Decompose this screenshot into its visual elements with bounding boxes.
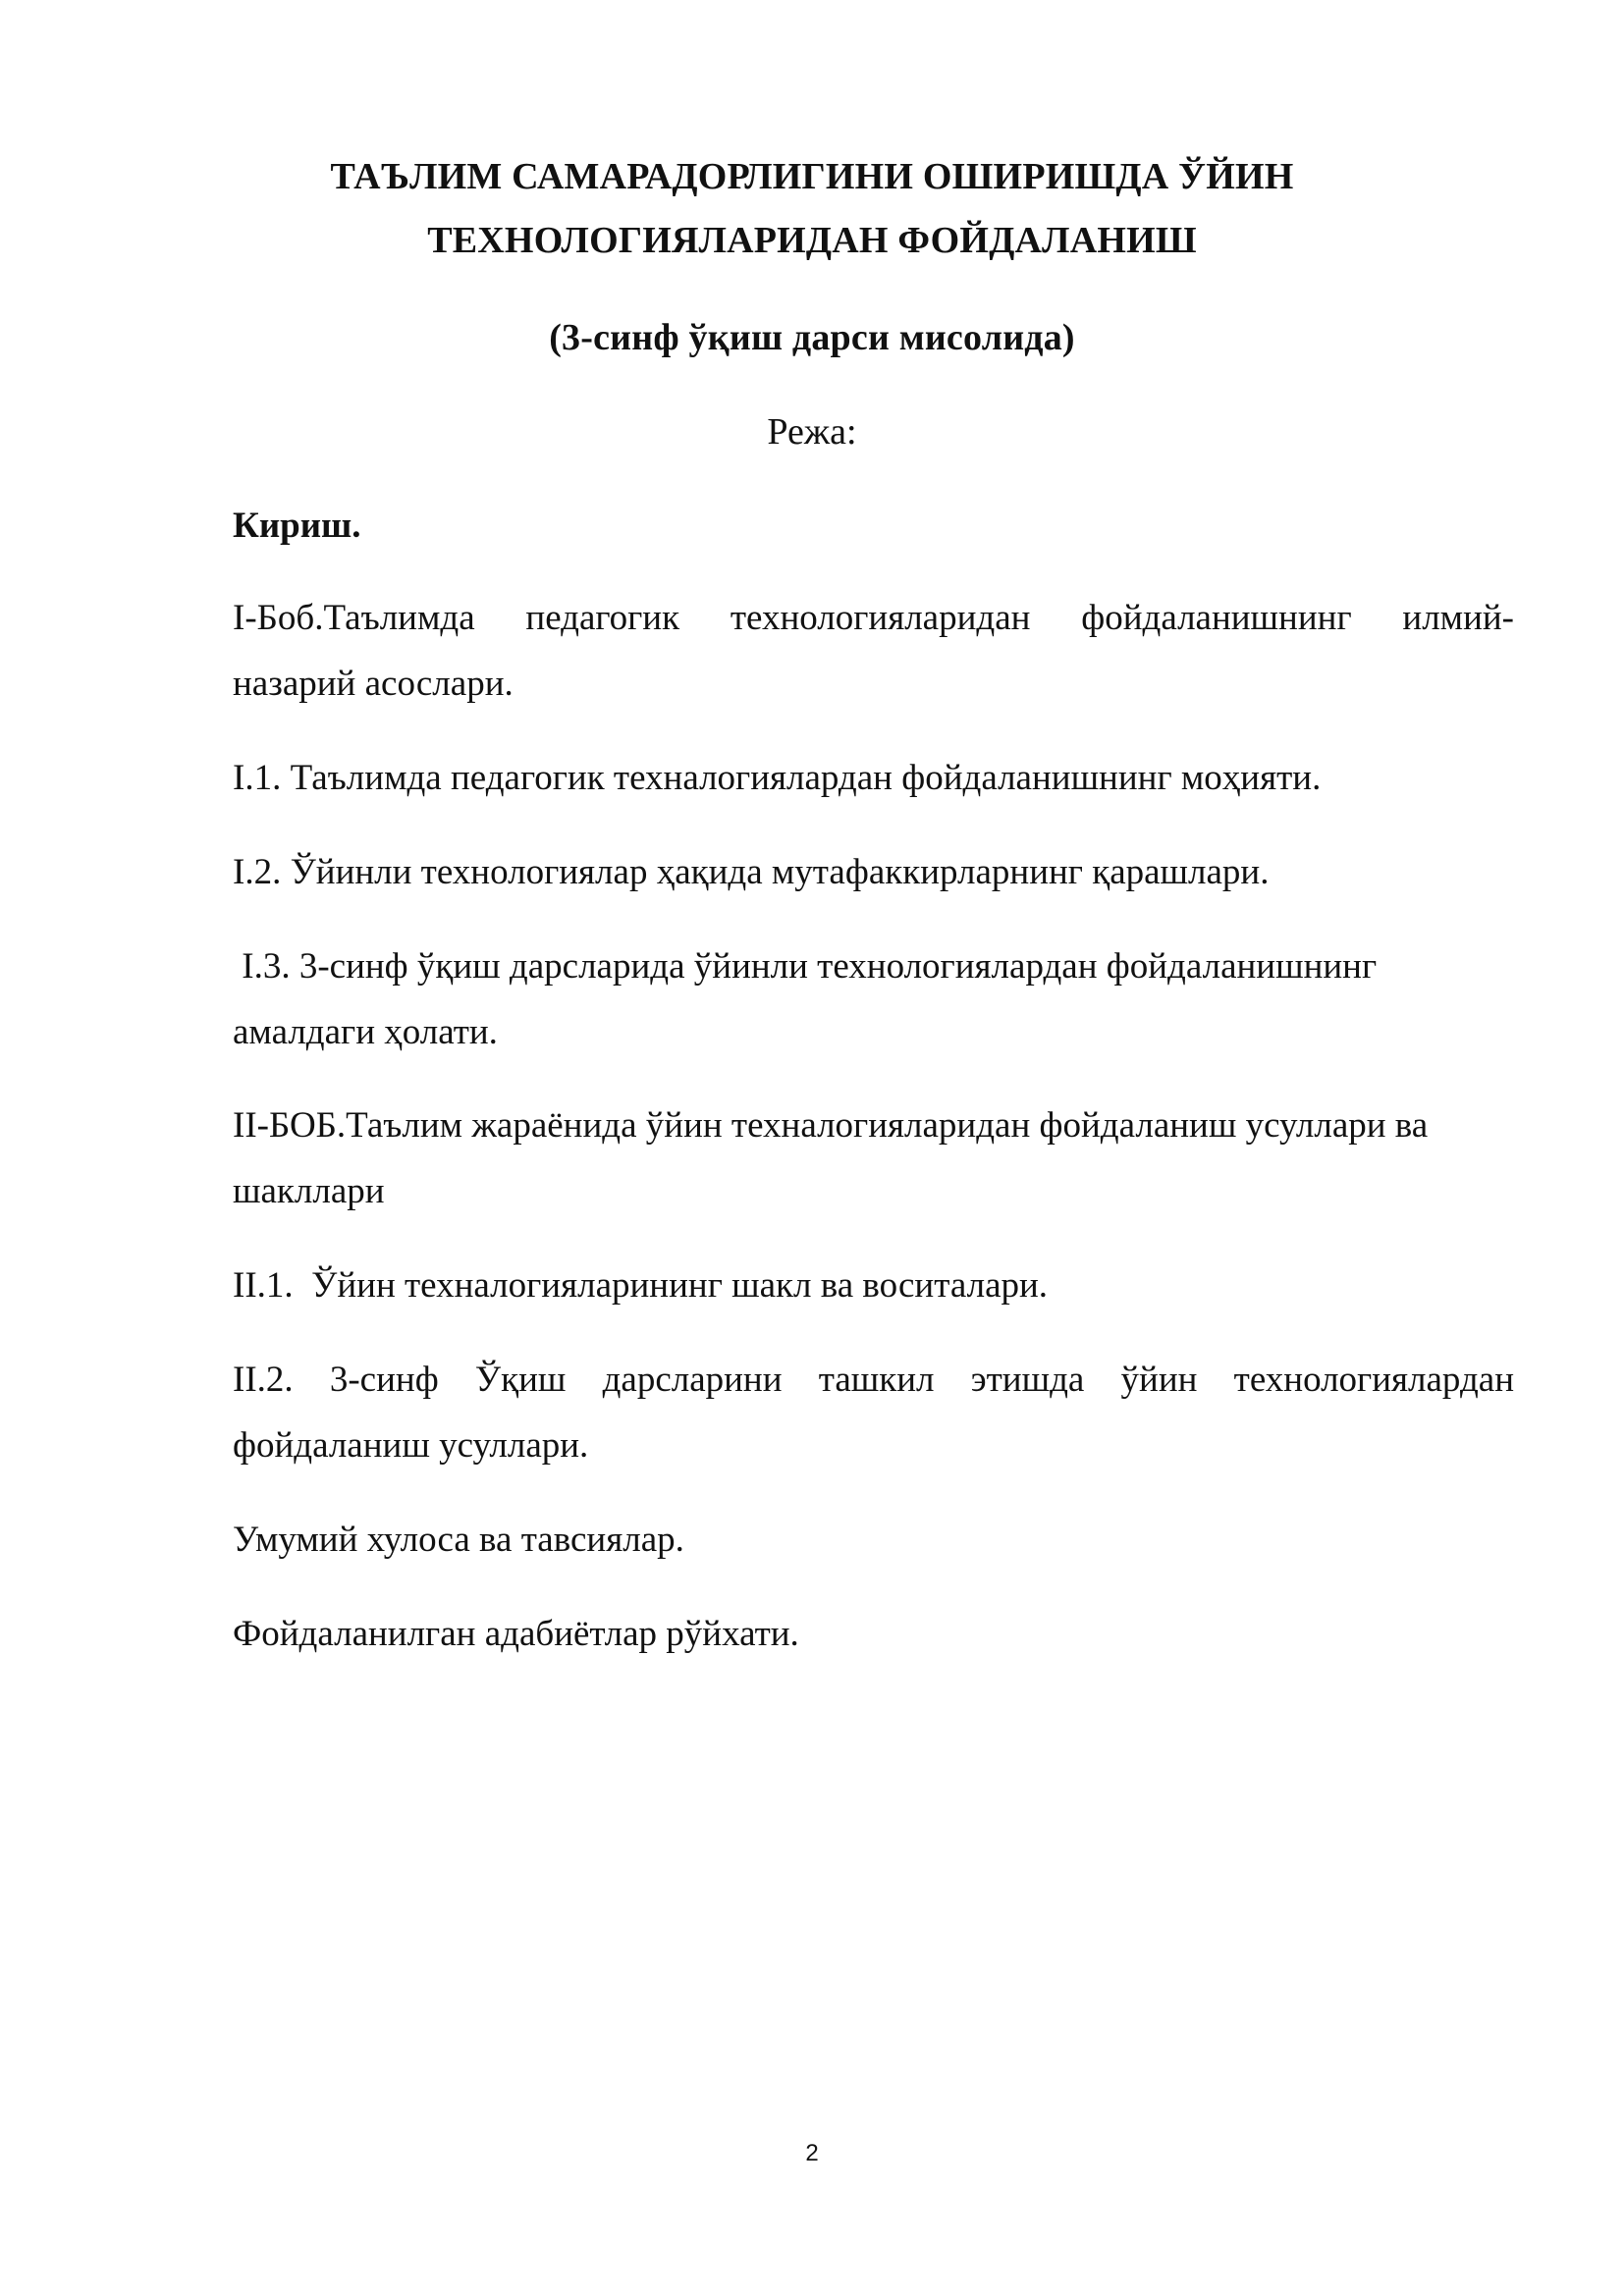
intro-item: Кириш. <box>233 506 361 546</box>
section-2-2-line-1: II.2. 3-синф Ўқиш дарсларини ташкил этишда ўйин технологиялардан <box>233 1360 1514 1400</box>
section-1-3-line-1: I.3. 3-синф ўқиш дарсларида ўйинли технологиялардан фойдаланишнинг <box>233 946 1378 987</box>
chapter-1-line-2: назарий асослари. <box>233 664 514 704</box>
section-2-2-line-2: фойдаланиш усуллари. <box>233 1425 589 1466</box>
document-title-line-2: ТЕХНОЛОГИЯЛАРИДАН ФОЙДАЛАНИШ <box>427 220 1197 261</box>
document-title-line-1: ТАЪЛИМ САМАРАДОРЛИГИНИ ОШИРИШДА ЎЙИН <box>330 156 1294 197</box>
section-1-2: I.2. Ўйинли технологиялар ҳақида мутафаккирларнинг қарашлари. <box>233 852 1270 892</box>
chapter-2-line-2: шакллари <box>233 1171 385 1211</box>
section-1-1: I.1. Таълимда педагогик техналогиялардан фойдаланишнинг моҳияти. <box>233 758 1322 798</box>
section-2-1: II.1. Ўйин техналогияларининг шакл ва воситалари. <box>233 1265 1049 1306</box>
document-subtitle: (3-синф ўқиш дарси мисолида) <box>549 317 1075 358</box>
conclusion-item: Умумий хулоса ва тавсиялар. <box>233 1520 684 1560</box>
chapter-2-line-1: II-БОБ.Таълим жараёнида ўйин техналогияларидан фойдаланиш усуллари ва <box>233 1105 1429 1146</box>
section-1-3-line-2: амалдаги ҳолати. <box>233 1012 498 1052</box>
references-item: Фойдаланилган адабиётлар рўйхати. <box>233 1614 799 1654</box>
page-number: 2 <box>805 2140 819 2166</box>
chapter-1-line-1: I-Боб.Таълимда педагогик технологияларидан фойдаланишнинг илмий- <box>233 598 1514 638</box>
plan-heading: Режа: <box>767 411 857 453</box>
